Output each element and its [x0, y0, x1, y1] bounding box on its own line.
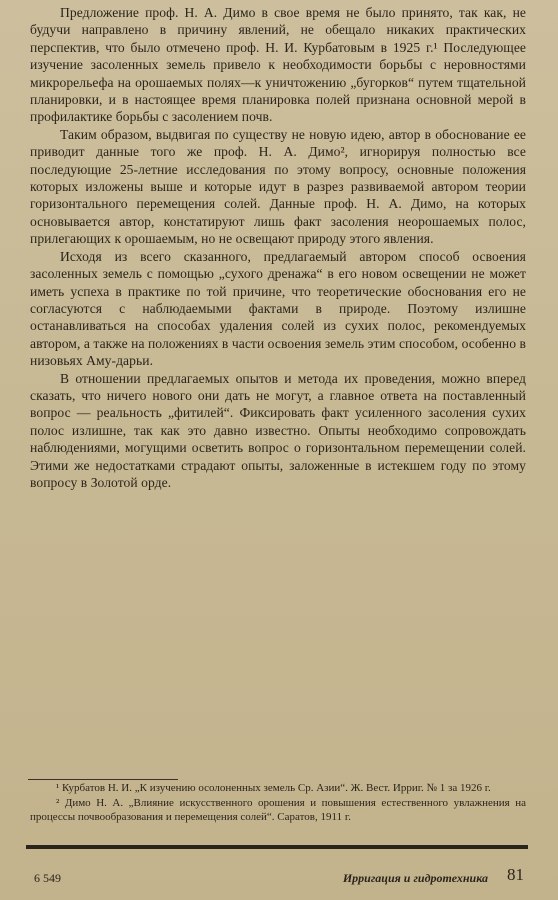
- page-footer: [28, 866, 528, 890]
- footnotes: [30, 781, 526, 825]
- running-title: Ирригация и гидротехника: [342, 871, 488, 885]
- footnote-1: ¹ Курбатов Н. И. „К изучению осолоненных земель Ср. Азии“. Ж. Вест. Ирриг. № 1 за 1926 г.: [56, 782, 491, 794]
- footnote-separator: [28, 779, 178, 780]
- paragraph-3: Исходя из всего сказанного, предлагаемый автором способ освоения засоленных земель с помощью „сухого дренажа“ в его новом освещении не может иметь успеха в практике по той причине, что теоретические обоснования его не согласуются с наблюдаемыми фактами в природе. Поэтому излишне останавливаться на способах удаления солей из сухих полос, рекомендуемых автором, а также на положениях в части освоения земель этим способом, особенно в низовьях Аму-дарьи.: [30, 248, 526, 369]
- page-number: 81: [507, 865, 524, 884]
- paragraph-4: В отношении предлагаемых опытов и метода их проведения, можно вперед сказать, что ничего нового они дать не могут, а главное ответа на поставленный вопрос — реальность „фитилей“. Фиксировать факт усиленного засоления сухих полос излишне, так как это давно известно. Опыты необходимо сопровождать наблюдениями, могущими осветить вопрос о горизонтальном перемещении солей. Этими же недостатками страдают опыты, заложенные в истекшем году по этому вопросу в Золотой орде.: [30, 370, 526, 490]
- paragraph-1: Предложение проф. Н. А. Димо в свое время не было принято, так как, не будучи направлено в причину явлений, не обещало никаких практических перспектив, что было отмечено проф. Н. И. Курбатовым в 1925 г.¹ Последующее изучение засоленных земель привело к необходимости борьбы с неровностями микрорельефа на орошаемых полях—к уничтожению „бугорков“ путем тщательной планировки, и в настоящее время планировка полей признана основной мерой в профилактике борьбы с засолением почв.: [30, 5, 526, 125]
- body-text: [30, 4, 526, 491]
- paragraph-2: Таким образом, выдвигая по существу не новую идею, автор в обоснование ее приводит данные того же проф. Н. А. Димо², игнорируя полностью все последующие 25-летние исследования по этому вопросу, основные положения которых изложены выше и которые идут в разрез развиваемой автором теории горизонтального перемещения солей. Данные проф. Н. А. Димо, на которых основывается автор, констатируют лишь факт засоления неорошаемых полос, прилегающих к орошаемым, но не освещают природу этого явления.: [30, 126, 526, 247]
- bottom-rule: [26, 845, 528, 849]
- footnote-2: ² Димо Н. А. „Влияние искусственного орошения и повышения естественного увлажнения на процессы почвообразования и перемещения солей“. Саратов, 1911 г.: [30, 796, 526, 823]
- printer-signature: 6 549: [34, 871, 61, 885]
